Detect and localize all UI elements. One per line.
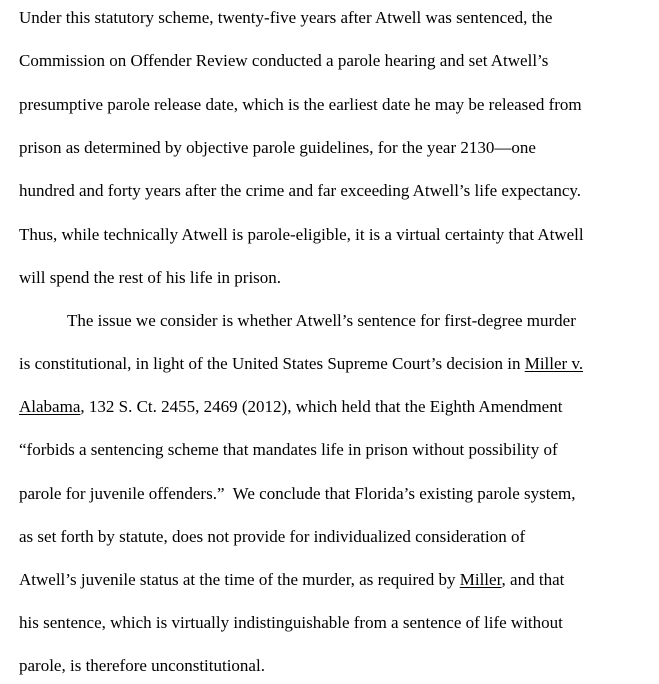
- text-line: The issue we consider is whether Atwell’s sentence for first-degree murder: [67, 311, 576, 330]
- text-line: parole for juvenile offenders.” We conclude that Florida’s existing parole system,: [19, 484, 576, 503]
- case-reference-miller: Miller: [459, 570, 502, 589]
- text-line: hundred and forty years after the crime and far exceeding Atwell’s life expectancy.: [19, 181, 582, 200]
- text-line: prison as determined by objective parole guidelines, for the year 2130—one: [19, 138, 536, 157]
- case-citation-alabama: Alabama: [19, 397, 81, 416]
- text-line: [19, 354, 583, 374]
- text-segment: , and that: [501, 570, 565, 589]
- text-line: Thus, while technically Atwell is parole-eligible, it is a virtual certainty that Atwell: [19, 225, 584, 244]
- text-segment: Atwell’s juvenile status at the time of the murder, as required by: [19, 570, 460, 589]
- text-line: his sentence, which is virtually indistinguishable from a sentence of life without: [19, 613, 563, 632]
- text-segment: , 132 S. Ct. 2455, 2469 (2012), which held that the Eighth Amendment: [80, 397, 563, 416]
- text-line: as set forth by statute, does not provide for individualized consideration of: [19, 527, 526, 546]
- text-line: Commission on Offender Review conducted a parole hearing and set Atwell’s: [19, 51, 549, 70]
- text-line: “forbids a sentencing scheme that mandates life in prison without possibility of: [19, 440, 558, 459]
- text-line: parole, is therefore unconstitutional.: [19, 656, 265, 675]
- text-segment: is constitutional, in light of the United States Supreme Court’s decision in: [19, 354, 525, 373]
- case-citation-miller-v: Miller v.: [524, 354, 584, 373]
- text-line: will spend the rest of his life in prison.: [19, 268, 282, 287]
- text-line: Under this statutory scheme, twenty-five years after Atwell was sentenced, the: [19, 8, 553, 27]
- text-line: [19, 570, 564, 590]
- text-line: presumptive parole release date, which is the earliest date he may be released from: [19, 95, 582, 114]
- text-line: [19, 397, 562, 417]
